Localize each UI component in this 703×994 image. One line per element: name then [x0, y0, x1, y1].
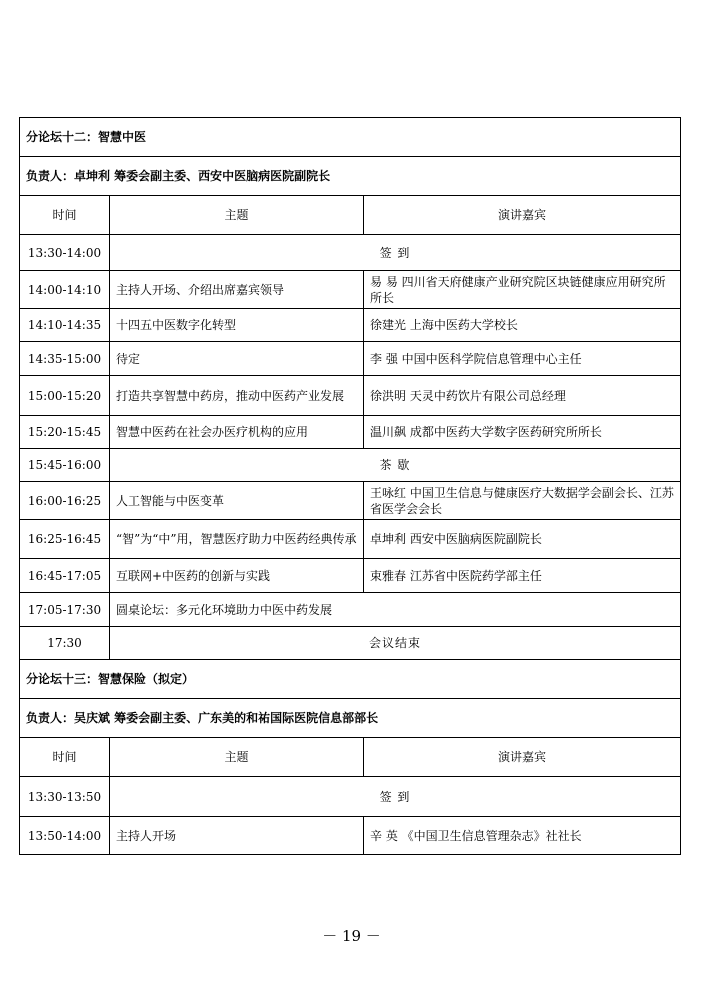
merged-cell: 茶 歇: [110, 449, 681, 482]
table-header-row: [20, 196, 681, 235]
topic-cell: 打造共享智慧中药房，推动中医药产业发展: [110, 376, 364, 416]
topic-cell: 待定: [110, 342, 364, 376]
forum-lead: 负责人：卓坤利 筹委会副主委、西安中医脑病医院副院长: [20, 157, 681, 196]
merged-cell: 会议结束: [110, 627, 681, 660]
table-row: [20, 817, 681, 855]
header-time: 时间: [20, 196, 110, 235]
table-row: [20, 449, 681, 482]
table-row: [20, 593, 681, 627]
table-row: [20, 342, 681, 376]
topic-cell: 主持人开场、介绍出席嘉宾领导: [110, 271, 364, 309]
time-cell: 15:00-15:20: [20, 376, 110, 416]
topic-cell: “智”为“中”用，智慧医疗助力中医药经典传承: [110, 520, 364, 559]
table-row: [20, 777, 681, 817]
table-header-row: [20, 738, 681, 777]
time-cell: 16:00-16:25: [20, 482, 110, 520]
table-row: [20, 520, 681, 559]
time-cell: 14:35-15:00: [20, 342, 110, 376]
forum-title: 分论坛十三：智慧保险（拟定）: [20, 660, 681, 699]
speaker-cell: 易 易 四川省天府健康产业研究院区块链健康应用研究所所长: [364, 271, 681, 309]
forum-lead: 负责人：吴庆斌 筹委会副主委、广东美的和祐国际医院信息部部长: [20, 699, 681, 738]
table-row: [20, 627, 681, 660]
merged-cell: 签 到: [110, 777, 681, 817]
time-cell: 13:30-13:50: [20, 777, 110, 817]
time-cell: 16:25-16:45: [20, 520, 110, 559]
topic-cell: 人工智能与中医变革: [110, 482, 364, 520]
time-cell: 14:00-14:10: [20, 271, 110, 309]
time-cell: 14:10-14:35: [20, 309, 110, 342]
speaker-cell: 李 强 中国中医科学院信息管理中心主任: [364, 342, 681, 376]
time-cell: 13:50-14:00: [20, 817, 110, 855]
table-row: [20, 416, 681, 449]
table-row: [20, 235, 681, 271]
topic-cell: 互联网+中医药的创新与实践: [110, 559, 364, 593]
speaker-cell: 徐建光 上海中医药大学校长: [364, 309, 681, 342]
header-topic: 主题: [110, 196, 364, 235]
header-topic: 主题: [110, 738, 364, 777]
time-cell: 15:45-16:00: [20, 449, 110, 482]
table-row: [20, 482, 681, 520]
topic-cell: 主持人开场: [110, 817, 364, 855]
speaker-cell: 束雅春 江苏省中医院药学部主任: [364, 559, 681, 593]
speaker-cell: 王咏红 中国卫生信息与健康医疗大数据学会副会长、江苏省医学会会长: [364, 482, 681, 520]
time-cell: 16:45-17:05: [20, 559, 110, 593]
table-row: [20, 559, 681, 593]
forum-title: 分论坛十二：智慧中医: [20, 118, 681, 157]
table-row: [20, 309, 681, 342]
table-row: [20, 376, 681, 416]
time-cell: 17:30: [20, 627, 110, 660]
header-speaker: 演讲嘉宾: [364, 738, 681, 777]
header-speaker: 演讲嘉宾: [364, 196, 681, 235]
header-time: 时间: [20, 738, 110, 777]
page-number: － 19 －: [322, 927, 381, 945]
speaker-cell: 徐洪明 天灵中药饮片有限公司总经理: [364, 376, 681, 416]
time-cell: 15:20-15:45: [20, 416, 110, 449]
topic-cell: 智慧中医药在社会办医疗机构的应用: [110, 416, 364, 449]
table-row: [20, 271, 681, 309]
time-cell: 17:05-17:30: [20, 593, 110, 627]
speaker-cell: 辛 英 《中国卫生信息管理杂志》社社长: [364, 817, 681, 855]
schedule-table: [19, 117, 681, 855]
speaker-cell: 温川飙 成都中医药大学数字医药研究所所长: [364, 416, 681, 449]
speaker-cell: 卓坤利 西安中医脑病医院副院长: [364, 520, 681, 559]
topic-cell: 十四五中医数字化转型: [110, 309, 364, 342]
time-cell: 13:30-14:00: [20, 235, 110, 271]
merged-cell: 圆桌论坛：多元化环境助力中医中药发展: [110, 593, 681, 627]
merged-cell: 签 到: [110, 235, 681, 271]
